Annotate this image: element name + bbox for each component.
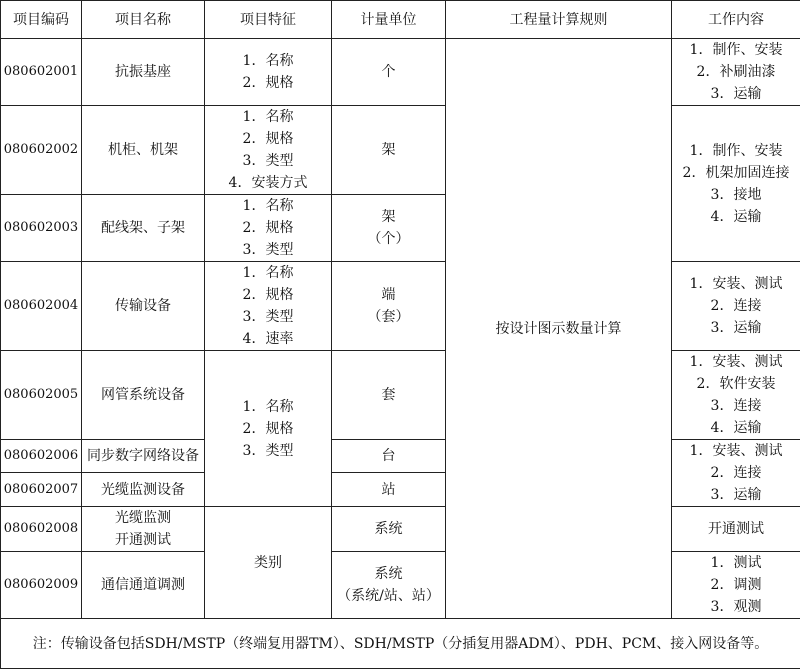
item-unit: 个 <box>332 39 446 106</box>
item-unit: 系统 （系统/站、站） <box>332 552 446 619</box>
item-work: 1．测试 2．调测 3．观测 <box>672 552 800 619</box>
header-row <box>1 1 800 39</box>
item-features: 1．名称 2．规格 3．类型 <box>205 195 332 262</box>
table-row <box>1 440 800 473</box>
item-name: 同步数字网络设备 <box>82 440 205 473</box>
item-name: 抗振基座 <box>82 39 205 106</box>
item-features: 1．名称 2．规格 3．类型 4．安装方式 <box>205 106 332 195</box>
item-unit: 系统 <box>332 507 446 552</box>
table-row <box>1 262 800 351</box>
quantity-rule: 按设计图示数量计算 <box>446 39 672 619</box>
item-unit: 套 <box>332 351 446 440</box>
table-row <box>1 351 800 440</box>
item-code: 080602009 <box>1 552 82 619</box>
item-name: 传输设备 <box>82 262 205 351</box>
item-name: 配线架、子架 <box>82 195 205 262</box>
note-row <box>1 619 800 669</box>
item-work: 1．安装、测试 2．连接 3．运输 <box>672 262 800 351</box>
item-work: 开通测试 <box>672 507 800 552</box>
item-name: 光缆监测设备 <box>82 473 205 507</box>
table-note: 注：传输设备包括SDH/MSTP（终端复用器TM）、SDH/MSTP（分插复用器ADM）、PDH、PCM、接入网设备等。 <box>1 619 800 669</box>
header-rule: 工程量计算规则 <box>446 1 672 39</box>
header-work: 工作内容 <box>672 1 800 39</box>
item-unit: 端 （套） <box>332 262 446 351</box>
header-features: 项目特征 <box>205 1 332 39</box>
item-name: 通信通道调测 <box>82 552 205 619</box>
item-name: 光缆监测 开通测试 <box>82 507 205 552</box>
item-code: 080602001 <box>1 39 82 106</box>
item-work: 1．安装、测试 2．软件安装 3．连接 4．运输 <box>672 351 800 440</box>
item-code: 080602003 <box>1 195 82 262</box>
item-unit: 架 <box>332 106 446 195</box>
item-work: 1．制作、安装 2．机架加固连接 3．接地 4．运输 <box>672 106 800 262</box>
item-code: 080602006 <box>1 440 82 473</box>
item-code: 080602004 <box>1 262 82 351</box>
item-unit: 架 （个） <box>332 195 446 262</box>
item-work: 1．安装、测试 2．连接 3．运输 <box>672 440 800 507</box>
item-features: 1．名称 2．规格 3．类型 4．速率 <box>205 262 332 351</box>
header-unit: 计量单位 <box>332 1 446 39</box>
item-name: 机柜、机架 <box>82 106 205 195</box>
item-features: 1．名称 2．规格 <box>205 39 332 106</box>
item-unit: 台 <box>332 440 446 473</box>
item-unit: 站 <box>332 473 446 507</box>
item-code: 080602002 <box>1 106 82 195</box>
header-code: 项目编码 <box>1 1 82 39</box>
table-row <box>1 507 800 552</box>
item-features: 类别 <box>205 507 332 619</box>
header-name: 项目名称 <box>82 1 205 39</box>
item-code: 080602005 <box>1 351 82 440</box>
table-row <box>1 39 800 106</box>
item-name: 网管系统设备 <box>82 351 205 440</box>
table-row <box>1 106 800 195</box>
item-work: 1．制作、安装 2．补刷油漆 3．运输 <box>672 39 800 106</box>
item-features: 1．名称 2．规格 3．类型 <box>205 351 332 507</box>
table-row <box>1 552 800 619</box>
item-code: 080602008 <box>1 507 82 552</box>
item-code: 080602007 <box>1 473 82 507</box>
